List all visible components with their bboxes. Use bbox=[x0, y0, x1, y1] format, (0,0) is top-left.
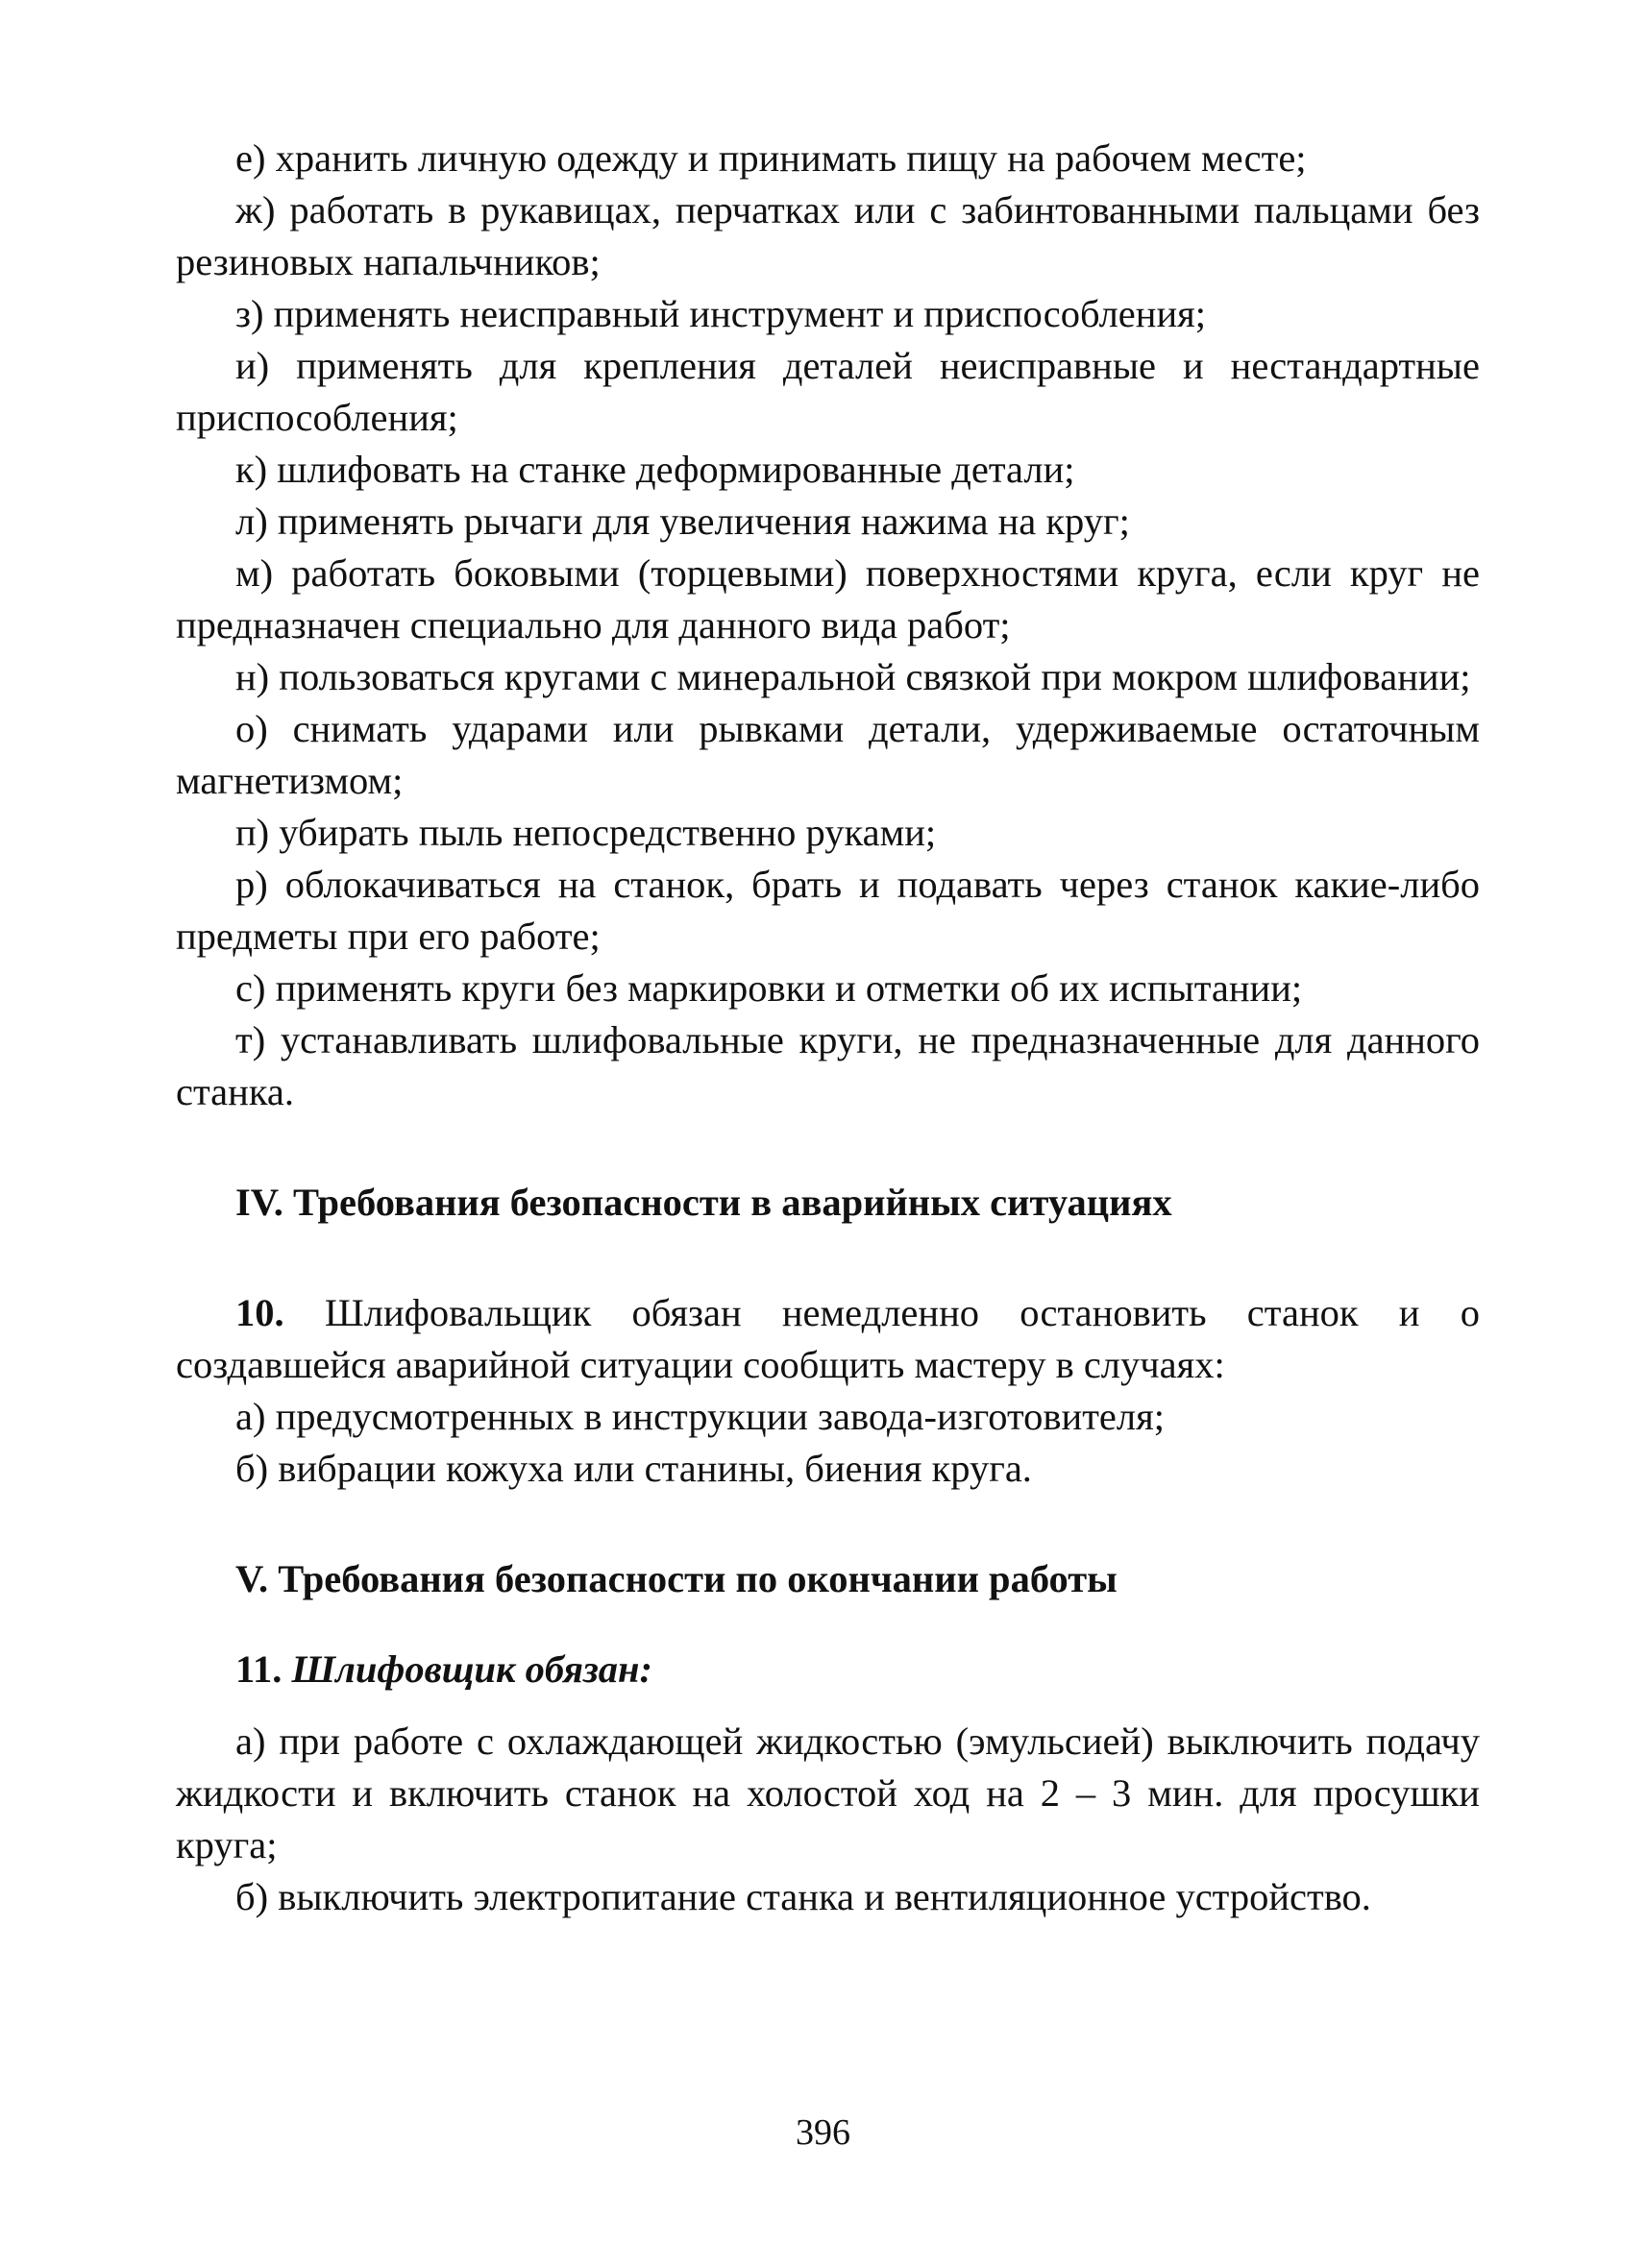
item-10-text: Шлифовальщик обязан немедленно остановить станок и о создавшейся аварийной ситуации сообщить мастеру в случаях: bbox=[176, 1291, 1480, 1386]
list-item-zh: ж) работать в рукавицах, перчатках или с забинтованными пальцами без резиновых напальчников; bbox=[176, 188, 1480, 283]
item-11-number: 11. bbox=[235, 1647, 283, 1691]
list-item-o: о) снимать ударами или рывками детали, удерживаемые остаточным магнетизмом; bbox=[176, 707, 1480, 802]
list-item-s: с) применять круги без маркировки и отметки об их испытании; bbox=[235, 966, 1303, 1010]
page-number: 396 bbox=[796, 2112, 850, 2153]
list-item-e: е) хранить личную одежду и принимать пищу на рабочем месте; bbox=[235, 136, 1307, 180]
item-10 bbox=[176, 1287, 1480, 1391]
list-item-p: п) убирать пыль непосредственно руками; bbox=[235, 811, 937, 854]
list-item-l: л) применять рычаги для увеличения нажима на круг; bbox=[235, 500, 1130, 543]
item-11 bbox=[176, 1644, 1480, 1695]
document-page bbox=[176, 133, 1480, 1923]
section-v-heading: V. Требования безопасности по окончании работы bbox=[235, 1557, 1118, 1600]
item-11-label: Шлифовщик обязан: bbox=[291, 1647, 653, 1691]
list-item-z: з) применять неисправный инструмент и приспособления; bbox=[235, 292, 1207, 335]
list-item-r: р) облокачиваться на станок, брать и подавать через станок какие-либо предметы при его работе; bbox=[176, 863, 1480, 958]
section-iv-heading: IV. Требования безопасности в аварийных ситуациях bbox=[235, 1181, 1172, 1224]
list-item-n: н) пользоваться кругами с минеральной связкой при мокром шлифовании; bbox=[235, 655, 1471, 698]
list-item-m: м) работать боковыми (торцевыми) поверхностями круга, если круг не предназначен специально для данного вида работ; bbox=[176, 551, 1480, 646]
item-11-sub-b: б) выключить электропитание станка и вентиляционное устройство. bbox=[235, 1875, 1371, 1918]
list-item-i: и) применять для крепления деталей неисправные и нестандартные приспособления; bbox=[176, 344, 1480, 439]
prohibitions-list bbox=[176, 133, 1480, 1118]
list-item-t: т) устанавливать шлифовальные круги, не предназначенные для данного станка. bbox=[176, 1018, 1480, 1113]
item-10-sub-b: б) вибрации кожуха или станины, биения круга. bbox=[235, 1447, 1032, 1490]
item-11-sub-a: а) при работе с охлаждающей жидкостью (эмульсией) выключить подачу жидкости и включить станок на холостой ход на 2 – 3 мин. для просушки круга; bbox=[176, 1719, 1480, 1866]
item-10-number: 10. bbox=[235, 1291, 284, 1334]
item-10-sub-a: а) предусмотренных в инструкции завода-изготовителя; bbox=[235, 1395, 1165, 1438]
list-item-k: к) шлифовать на станке деформированные детали; bbox=[235, 448, 1075, 491]
